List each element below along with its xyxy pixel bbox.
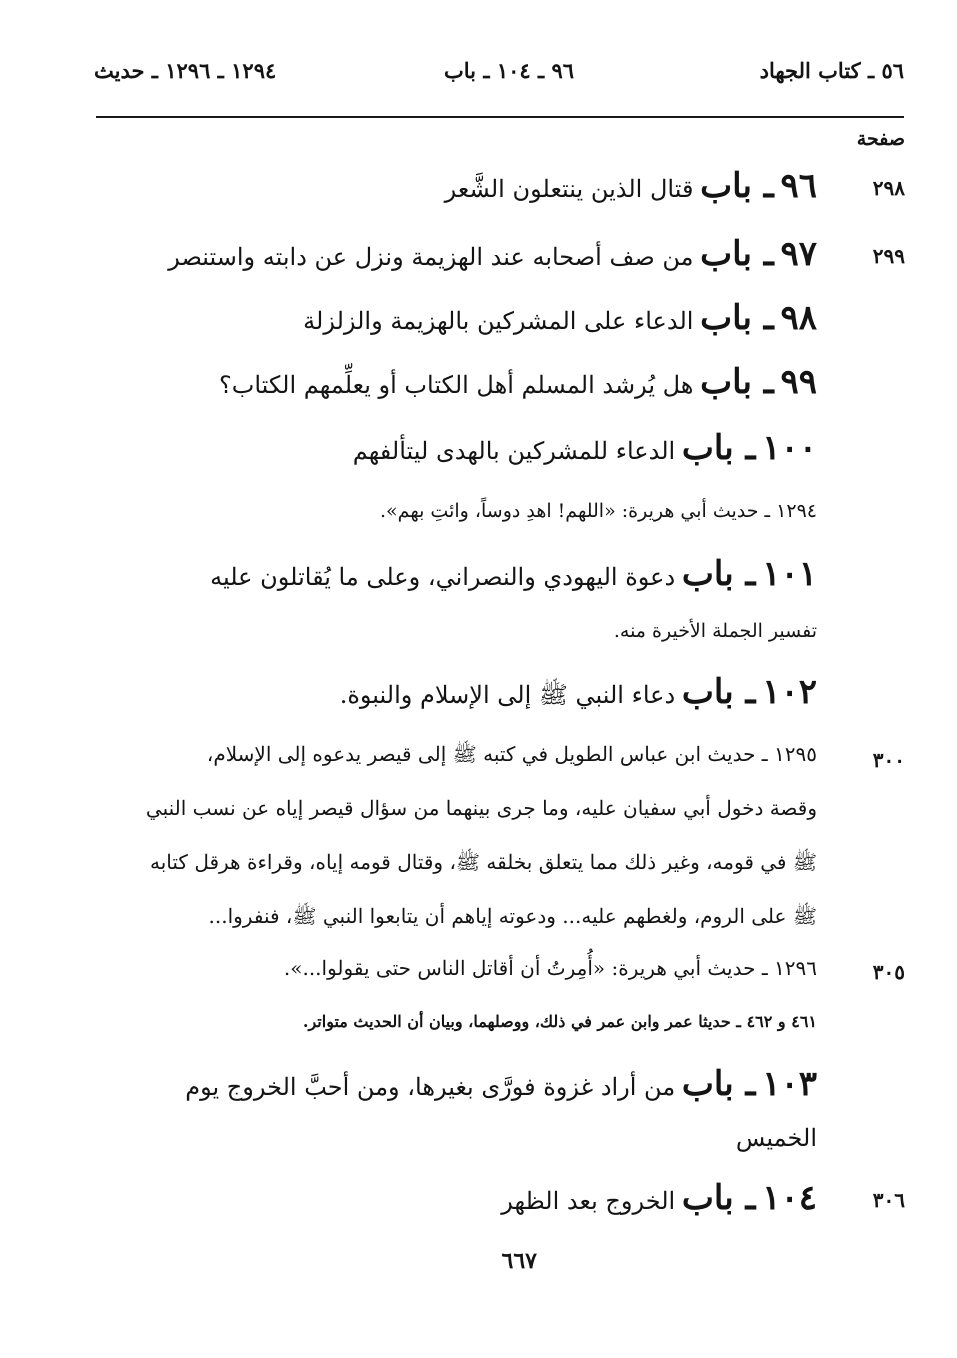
- bab-title: من صف أصحابه عند الهزيمة ونزل عن دابته واستنصر: [168, 243, 694, 271]
- bab-word: ـ باب: [700, 362, 774, 402]
- bab-word: ـ باب: [700, 298, 774, 338]
- header-hadiths: ١٢٩٤ ـ ١٢٩٦ ـ حديث: [94, 58, 277, 83]
- page-ref-298: ٢٩٨: [872, 176, 905, 200]
- bab-word: ـ باب: [681, 1178, 756, 1218]
- bab-104: [501, 1178, 817, 1219]
- bab-number: ١٠١: [762, 554, 817, 594]
- bab-word: ـ باب: [681, 672, 756, 712]
- bab-word: ـ باب: [700, 166, 774, 206]
- bab-number: ٩٨: [780, 298, 817, 338]
- bab-title: الدعاء على المشركين بالهزيمة والزلزلة: [303, 307, 694, 335]
- bab-word: ـ باب: [681, 554, 756, 594]
- bab-103: [185, 1064, 817, 1105]
- page-ref-305: ٣٠٥: [872, 960, 905, 984]
- bab-96: [445, 166, 817, 207]
- page-column-label: صفحة: [856, 128, 905, 150]
- hadith-1295-line-4: ﷺ على الروم، ولغطهم عليه... ودعوته إياهم أن يتابعوا النبي ﷺ، فنفروا...: [208, 904, 817, 928]
- header-babs: ٩٦ ـ ١٠٤ ـ باب: [444, 58, 574, 83]
- bab-title: دعاء النبي ﷺ إلى الإسلام والنبوة.: [339, 681, 676, 709]
- bab-103-title-cont: الخميس: [735, 1124, 817, 1152]
- hadith-1295-line-2: وقصة دخول أبي سفيان عليه، وما جرى بينهما من سؤال قيصر إياه عن نسب النبي: [145, 796, 817, 820]
- bab-word: ـ باب: [700, 234, 774, 274]
- bab-number: ٩٩: [780, 362, 817, 402]
- bab-number: ١٠٤: [762, 1178, 817, 1218]
- bab-title: من أراد غزوة فورَّى بغيرها، ومن أحبَّ الخروج يوم: [185, 1073, 676, 1101]
- hadith-461-462: ٤٦١ و ٤٦٢ ـ حديثا عمر وابن عمر في ذلك، ووصلهما، وبيان أن الحديث متواتر.: [302, 1012, 817, 1031]
- bab-title: دعوة اليهودي والنصراني، وعلى ما يُقاتلون عليه: [210, 563, 676, 591]
- hadith-1295-line-1: ١٢٩٥ ـ حديث ابن عباس الطويل في كتبه ﷺ إلى قيصر يدعوه إلى الإسلام،: [206, 742, 817, 766]
- bab-101: [210, 554, 817, 595]
- header-rule: [96, 116, 904, 118]
- bab-word: ـ باب: [681, 1064, 756, 1104]
- bab-word: ـ باب: [681, 428, 756, 468]
- bab-101-note: تفسير الجملة الأخيرة منه.: [613, 620, 817, 642]
- bab-number: ١٠٣: [762, 1064, 817, 1104]
- bab-number: ١٠٢: [762, 672, 817, 712]
- bab-number: ٩٧: [780, 234, 817, 274]
- bab-100: [353, 428, 817, 469]
- page-number: ٦٦٧: [501, 1248, 537, 1274]
- bab-99: [219, 362, 817, 403]
- bab-number: ١٠٠: [762, 428, 817, 468]
- page-ref-299: ٢٩٩: [872, 244, 905, 268]
- bab-number: ٩٦: [780, 166, 817, 206]
- bab-97: [168, 234, 817, 275]
- bab-102: [340, 672, 817, 713]
- bab-98: [303, 298, 817, 339]
- hadith-1294: ١٢٩٤ ـ حديث أبي هريرة: «اللهم! اهدِ دوساً، وائتِ بهم».: [380, 500, 817, 522]
- bab-title: قتال الذين ينتعلون الشَّعر: [444, 175, 694, 203]
- bab-title: الدعاء للمشركين بالهدى ليتألفهم: [352, 437, 676, 465]
- header-chapter: ٥٦ ـ كتاب الجهاد: [759, 58, 904, 83]
- page-ref-300: ٣٠٠: [872, 748, 905, 772]
- hadith-1296: ١٢٩٦ ـ حديث أبي هريرة: «أُمِرتُ أن أقاتل الناس حتى يقولوا...».: [283, 956, 817, 980]
- bab-title: الخروج بعد الظهر: [501, 1187, 676, 1215]
- bab-title: هل يُرشد المسلم أهل الكتاب أو يعلِّمهم الكتاب؟: [219, 371, 694, 399]
- hadith-1295-line-3: ﷺ في قومه، وغير ذلك مما يتعلق بخلقه ﷺ، وقتال قومه إياه، وقراءة هرقل كتابه: [150, 850, 817, 874]
- running-header: [94, 58, 904, 98]
- page-ref-306: ٣٠٦: [872, 1188, 905, 1212]
